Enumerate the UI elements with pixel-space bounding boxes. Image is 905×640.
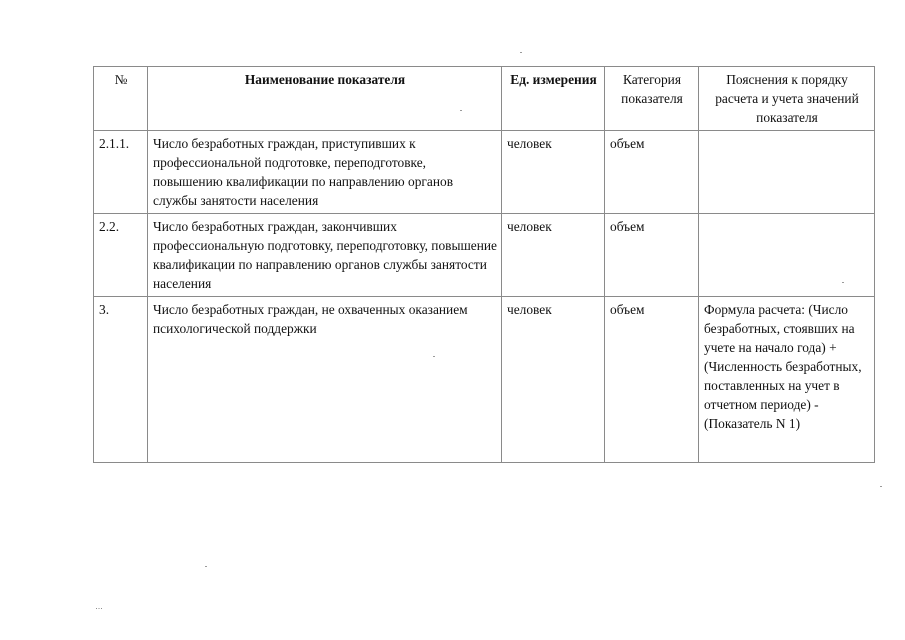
- table-header-row: [94, 67, 875, 131]
- table-row: [94, 131, 875, 214]
- scan-speck: [205, 566, 207, 567]
- header-category: Категория показателя: [605, 67, 699, 131]
- header-unit: Ед. измерения: [502, 67, 605, 131]
- row-category: объем: [605, 214, 699, 297]
- row-num: 2.1.1.: [94, 131, 148, 214]
- scan-speck: [880, 486, 882, 487]
- footer-file-mark: …: [95, 602, 104, 611]
- scan-speck: [460, 110, 462, 111]
- row-category: объем: [605, 297, 699, 463]
- indicators-table: [93, 66, 875, 463]
- row-num: 3.: [94, 297, 148, 463]
- scan-speck: [520, 52, 522, 53]
- row-category: объем: [605, 131, 699, 214]
- scan-speck: [433, 356, 435, 357]
- header-num: №: [94, 67, 148, 131]
- row-explanation: [699, 214, 875, 297]
- row-explanation: Формула расчета: (Число безработных, стоявших на учете на начало года) + (Численность безработных, поставленных на учет в отчетном периоде) - (Показатель N 1): [699, 297, 875, 463]
- scan-speck: [842, 282, 844, 283]
- row-explanation: [699, 131, 875, 214]
- row-name: Число безработных граждан, закончивших профессиональную подготовку, переподготовку, повышение квалификации по направлению органов службы занятости населения: [148, 214, 502, 297]
- table-row: [94, 297, 875, 463]
- row-unit: человек: [502, 297, 605, 463]
- row-name: Число безработных граждан, приступивших к профессиональной подготовке, переподготовке, повышению квалификации по направлению органов службы занятости населения: [148, 131, 502, 214]
- row-num: 2.2.: [94, 214, 148, 297]
- table-row: [94, 214, 875, 297]
- header-name: Наименование показателя: [148, 67, 502, 131]
- row-unit: человек: [502, 131, 605, 214]
- row-name: Число безработных граждан, не охваченных оказанием психологической поддержки: [148, 297, 502, 463]
- header-explanation: Пояснения к порядку расчета и учета значений показателя: [699, 67, 875, 131]
- row-unit: человек: [502, 214, 605, 297]
